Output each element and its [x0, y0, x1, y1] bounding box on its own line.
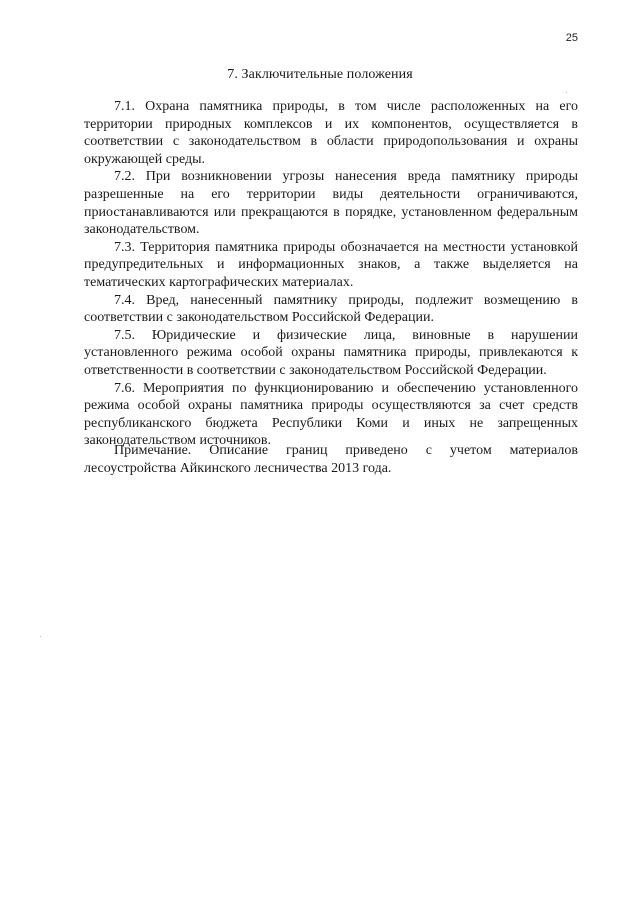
note-block [84, 442, 578, 477]
paragraph-7-6: 7.6. Мероприятия по функционированию и обеспечению установленного режима особой охраны памятника природы осуществляются за счет средств республиканского бюджета Республики Коми и иных не запрещенных законодательством источников. [84, 380, 578, 449]
paragraph-7-2: 7.2. При возникновении угрозы нанесения вреда памятнику природы разрешенные на его территории виды деятельности ограничиваются, приостанавливаются или прекращаются в порядке, установленном федеральным законодательством. [84, 169, 578, 238]
section-title: 7. Заключительные положения [227, 67, 413, 82]
paragraph-7-4: 7.4. Вред, нанесенный памятнику природы, подлежит возмещению в соответствии с законодательством Российской Федерации. [84, 292, 578, 326]
scan-artifact [40, 636, 41, 637]
page-number: 25 [565, 32, 578, 44]
scan-artifact [566, 92, 567, 93]
section-body [84, 98, 578, 450]
paragraph-7-3: 7.3. Территория памятника природы обозначается на местности установкой предупредительных и информационных знаков, а также выделяется на тематических картографических материалах. [84, 239, 578, 290]
paragraph-7-1: 7.1. Охрана памятника природы, в том числе расположенных на его территории природных комплексов и их компонентов, осуществляется в соответствии с законодательством в области природопользования и охраны окружающей среды. [84, 99, 578, 167]
paragraph-7-5: 7.5. Юридические и физические лица, виновные в нарушении установленного режима особой охраны памятника природы, привлекаются к ответственности в соответствии с законодательством Российской Федерации. [84, 327, 578, 378]
note-text: Примечание. Описание границ приведено с учетом материалов лесоустройства Айкинского лесничества 2013 года. [84, 443, 578, 476]
